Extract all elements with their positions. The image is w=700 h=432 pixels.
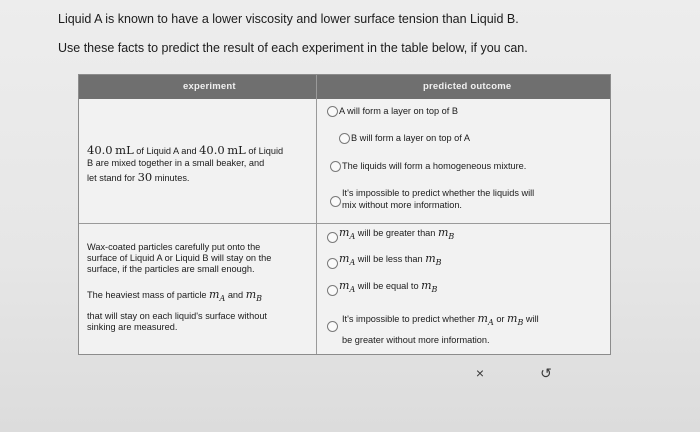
undo-button[interactable]	[516, 359, 576, 387]
opt-sub-b2: B	[435, 258, 442, 267]
option-impossible-mix-2: mix without more information.	[342, 200, 462, 210]
row2-exp-line4	[87, 289, 262, 302]
opt-sub-b3: B	[431, 285, 438, 294]
row1-exp-line1	[87, 144, 283, 157]
experiment-table	[78, 74, 611, 355]
opt-m-a2: m	[339, 252, 350, 265]
exp1-text-b: of Liquid	[245, 146, 284, 156]
opt-m-b1: m	[437, 226, 449, 239]
unit-ml-b: mL	[227, 143, 246, 157]
radio-homogeneous[interactable]	[330, 161, 341, 172]
table-header	[79, 75, 610, 99]
column-divider	[316, 75, 317, 354]
exp1-text-a: of Liquid A and	[133, 146, 200, 156]
radio-greater[interactable]	[327, 232, 338, 243]
radio-impossible-mix[interactable]	[330, 196, 341, 207]
opt-m-a3: m	[339, 279, 350, 292]
mass-symbol-a: m	[209, 288, 220, 301]
subscript-a: A	[219, 294, 226, 303]
option-greater	[339, 227, 454, 240]
stand-time: 30	[137, 170, 153, 184]
row2-exp-line6: sinking are measured.	[87, 322, 178, 332]
opt-sub-a4: A	[487, 318, 494, 327]
opt-sub-b1: B	[448, 232, 455, 241]
action-buttons	[448, 359, 576, 387]
row2-exp-line2: surface of Liquid A or Liquid B will stay on the	[87, 253, 272, 263]
radio-b-on-top[interactable]	[339, 133, 350, 144]
unit-ml-a: mL	[115, 143, 134, 157]
header-experiment: experiment	[183, 81, 236, 92]
opt-m-b2: m	[425, 252, 436, 265]
exp2-text-a: The heaviest mass of particle	[87, 290, 210, 300]
opt-sub-a1: A	[349, 232, 356, 241]
option-impossible-mix-1: It's impossible to predict whether the liquids will	[342, 188, 535, 198]
exp2-text-and: and	[225, 290, 246, 300]
option-less	[339, 253, 442, 266]
radio-equal[interactable]	[327, 285, 338, 296]
option-equal	[339, 280, 437, 293]
opt-greater-text: will be greater than	[355, 228, 438, 238]
radio-a-on-top[interactable]	[327, 106, 338, 117]
opt-m-a4: m	[477, 312, 488, 325]
row1-exp-line3	[87, 171, 189, 184]
opt-sub-a2: A	[349, 258, 356, 267]
header-predicted-outcome: predicted outcome	[423, 81, 512, 92]
intro-line-1: Liquid A is known to have a lower viscosity and lower surface tension than Liquid B.	[58, 12, 519, 26]
opt-sub-a3: A	[349, 285, 356, 294]
undo-icon: ↺	[540, 365, 552, 381]
subscript-b: B	[256, 294, 263, 303]
row2-exp-line3: surface, if the particles are small enough.	[87, 264, 255, 274]
exp1-text-d: minutes.	[152, 173, 190, 183]
opt-sub-b4: B	[517, 318, 524, 327]
opt-less-text: will be less than	[355, 254, 426, 264]
intro-line-2: Use these facts to predict the result of each experiment in the table below, if you can.	[58, 41, 528, 55]
volume-a: 40.0	[87, 143, 113, 157]
clear-button[interactable]	[450, 359, 510, 387]
radio-impossible-mass[interactable]	[327, 321, 338, 332]
opt-will-text: will	[523, 314, 539, 324]
opt-m-b4: m	[507, 312, 518, 325]
option-b-on-top: B will form a layer on top of A	[351, 133, 470, 143]
exp1-text-c: let stand for	[87, 173, 138, 183]
close-icon: ×	[475, 365, 485, 381]
opt-m-a1: m	[339, 226, 350, 239]
mass-symbol-b: m	[245, 288, 257, 301]
option-homogeneous: The liquids will form a homogeneous mixture.	[342, 161, 527, 171]
volume-b: 40.0	[199, 143, 225, 157]
option-impossible-mass-1	[342, 313, 539, 326]
row2-exp-line1: Wax-coated particles carefully put onto the	[87, 242, 261, 252]
option-impossible-mass-2: be greater without more information.	[342, 335, 490, 345]
option-a-on-top: A will form a layer on top of B	[339, 106, 458, 116]
opt-imp-text-a: It's impossible to predict whether	[342, 314, 478, 324]
opt-m-b3: m	[421, 279, 432, 292]
row2-exp-line5: that will stay on each liquid's surface without	[87, 311, 267, 321]
opt-equal-text: will be equal to	[355, 281, 422, 291]
opt-or-text: or	[493, 314, 508, 324]
row1-exp-line2: B are mixed together in a small beaker, and	[87, 158, 265, 168]
row-divider	[79, 223, 610, 224]
radio-less[interactable]	[327, 258, 338, 269]
